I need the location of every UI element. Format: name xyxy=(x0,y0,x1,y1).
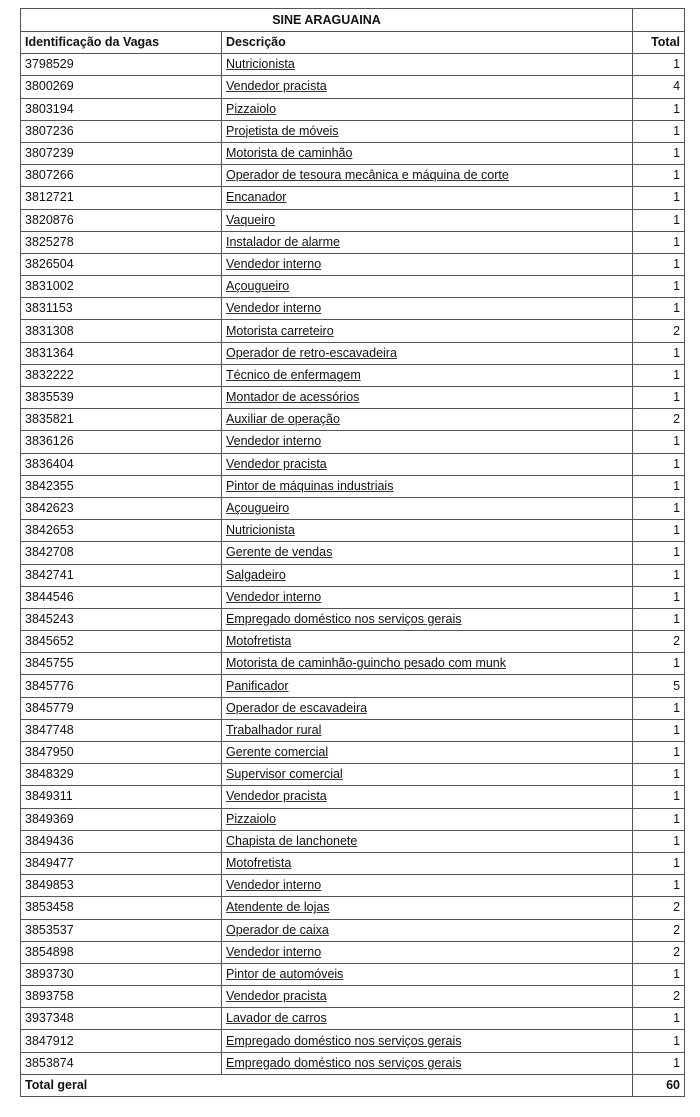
table-row xyxy=(21,520,685,542)
cell-id: 3893730 xyxy=(21,963,222,985)
cell-total: 1 xyxy=(633,808,685,830)
table-row xyxy=(21,165,685,187)
cell-id: 3849853 xyxy=(21,875,222,897)
cell-id: 3847748 xyxy=(21,719,222,741)
table-row xyxy=(21,764,685,786)
cell-description: Vendedor interno xyxy=(222,875,633,897)
cell-description: Empregado doméstico nos serviços gerais xyxy=(222,1030,633,1052)
footer-total: 60 xyxy=(633,1074,685,1096)
table-row xyxy=(21,808,685,830)
table-row xyxy=(21,253,685,275)
cell-total: 2 xyxy=(633,941,685,963)
cell-total: 1 xyxy=(633,98,685,120)
cell-description: Gerente comercial xyxy=(222,742,633,764)
cell-id: 3845776 xyxy=(21,675,222,697)
cell-total: 1 xyxy=(633,653,685,675)
header-row xyxy=(21,32,685,54)
cell-description: Operador de retro-escavadeira xyxy=(222,342,633,364)
table-row xyxy=(21,564,685,586)
cell-description: Salgadeiro xyxy=(222,564,633,586)
cell-id: 3937348 xyxy=(21,1008,222,1030)
table-row xyxy=(21,919,685,941)
cell-total: 1 xyxy=(633,608,685,630)
table-row xyxy=(21,475,685,497)
cell-description: Empregado doméstico nos serviços gerais xyxy=(222,1052,633,1074)
cell-id: 3798529 xyxy=(21,54,222,76)
cell-description: Encanador xyxy=(222,187,633,209)
cell-id: 3807266 xyxy=(21,165,222,187)
cell-id: 3845243 xyxy=(21,608,222,630)
cell-id: 3853458 xyxy=(21,897,222,919)
cell-total: 1 xyxy=(633,54,685,76)
cell-total: 2 xyxy=(633,897,685,919)
cell-id: 3836126 xyxy=(21,431,222,453)
cell-id: 3842623 xyxy=(21,497,222,519)
cell-description: Vendedor pracista xyxy=(222,986,633,1008)
cell-total: 1 xyxy=(633,963,685,985)
cell-total: 5 xyxy=(633,675,685,697)
cell-total: 1 xyxy=(633,276,685,298)
cell-total: 1 xyxy=(633,209,685,231)
vacancies-document xyxy=(20,8,685,1097)
table-row xyxy=(21,941,685,963)
cell-description: Nutricionista xyxy=(222,520,633,542)
cell-description: Vendedor interno xyxy=(222,298,633,320)
cell-id: 3842708 xyxy=(21,542,222,564)
cell-description: Auxiliar de operação xyxy=(222,409,633,431)
cell-description: Nutricionista xyxy=(222,54,633,76)
cell-id: 3812721 xyxy=(21,187,222,209)
cell-description: Vendedor interno xyxy=(222,431,633,453)
cell-description: Supervisor comercial xyxy=(222,764,633,786)
table-row xyxy=(21,187,685,209)
cell-id: 3835821 xyxy=(21,409,222,431)
table-row xyxy=(21,120,685,142)
cell-id: 3825278 xyxy=(21,231,222,253)
cell-total: 1 xyxy=(633,475,685,497)
cell-total: 2 xyxy=(633,409,685,431)
cell-id: 3826504 xyxy=(21,253,222,275)
cell-id: 3831308 xyxy=(21,320,222,342)
cell-description: Pizzaiolo xyxy=(222,98,633,120)
table-row xyxy=(21,631,685,653)
footer-row xyxy=(21,1074,685,1096)
cell-description: Motorista carreteiro xyxy=(222,320,633,342)
cell-total: 1 xyxy=(633,120,685,142)
table-row xyxy=(21,1052,685,1074)
cell-description: Motorista de caminhão-guincho pesado com munk xyxy=(222,653,633,675)
cell-total: 1 xyxy=(633,542,685,564)
table-row xyxy=(21,431,685,453)
cell-description: Operador de tesoura mecânica e máquina de corte xyxy=(222,165,633,187)
cell-id: 3847950 xyxy=(21,742,222,764)
cell-description: Montador de acessórios xyxy=(222,387,633,409)
table-row xyxy=(21,1008,685,1030)
cell-total: 1 xyxy=(633,697,685,719)
cell-total: 2 xyxy=(633,631,685,653)
cell-description: Operador de caixa xyxy=(222,919,633,941)
cell-id: 3853874 xyxy=(21,1052,222,1074)
cell-description: Atendente de lojas xyxy=(222,897,633,919)
header-description: Descrição xyxy=(222,32,633,54)
table-row xyxy=(21,786,685,808)
table-row xyxy=(21,142,685,164)
cell-total: 1 xyxy=(633,231,685,253)
cell-total: 2 xyxy=(633,320,685,342)
cell-id: 3845755 xyxy=(21,653,222,675)
table-row xyxy=(21,742,685,764)
table-row xyxy=(21,830,685,852)
table-row xyxy=(21,875,685,897)
cell-id: 3842653 xyxy=(21,520,222,542)
header-id: Identificação da Vagas xyxy=(21,32,222,54)
cell-total: 1 xyxy=(633,497,685,519)
cell-total: 1 xyxy=(633,520,685,542)
table-row xyxy=(21,697,685,719)
table-row xyxy=(21,320,685,342)
table-title: SINE ARAGUAINA xyxy=(21,9,633,32)
cell-id: 3820876 xyxy=(21,209,222,231)
cell-description: Chapista de lanchonete xyxy=(222,830,633,852)
cell-description: Motorista de caminhão xyxy=(222,142,633,164)
table-row xyxy=(21,963,685,985)
cell-total: 1 xyxy=(633,830,685,852)
cell-id: 3831002 xyxy=(21,276,222,298)
table-row xyxy=(21,54,685,76)
cell-total: 1 xyxy=(633,852,685,874)
cell-id: 3807236 xyxy=(21,120,222,142)
cell-id: 3800269 xyxy=(21,76,222,98)
cell-total: 2 xyxy=(633,919,685,941)
header-total: Total xyxy=(633,32,685,54)
cell-description: Empregado doméstico nos serviços gerais xyxy=(222,608,633,630)
cell-id: 3831364 xyxy=(21,342,222,364)
cell-description: Vendedor pracista xyxy=(222,76,633,98)
cell-id: 3835539 xyxy=(21,387,222,409)
cell-total: 1 xyxy=(633,187,685,209)
cell-description: Pintor de máquinas industriais xyxy=(222,475,633,497)
cell-id: 3836404 xyxy=(21,453,222,475)
cell-id: 3845652 xyxy=(21,631,222,653)
table-row xyxy=(21,364,685,386)
cell-id: 3853537 xyxy=(21,919,222,941)
cell-total: 1 xyxy=(633,453,685,475)
cell-id: 3844546 xyxy=(21,586,222,608)
cell-id: 3849311 xyxy=(21,786,222,808)
cell-total: 4 xyxy=(633,76,685,98)
cell-description: Motofretista xyxy=(222,631,633,653)
cell-total: 1 xyxy=(633,742,685,764)
cell-description: Técnico de enfermagem xyxy=(222,364,633,386)
cell-description: Projetista de móveis xyxy=(222,120,633,142)
table-row xyxy=(21,231,685,253)
cell-total: 1 xyxy=(633,719,685,741)
table-row xyxy=(21,608,685,630)
cell-id: 3845779 xyxy=(21,697,222,719)
cell-description: Lavador de carros xyxy=(222,1008,633,1030)
cell-total: 1 xyxy=(633,342,685,364)
cell-total: 1 xyxy=(633,364,685,386)
table-row xyxy=(21,675,685,697)
title-row xyxy=(21,9,685,32)
cell-total: 1 xyxy=(633,142,685,164)
table-row xyxy=(21,98,685,120)
cell-description: Pintor de automóveis xyxy=(222,963,633,985)
cell-description: Operador de escavadeira xyxy=(222,697,633,719)
cell-id: 3849436 xyxy=(21,830,222,852)
cell-id: 3854898 xyxy=(21,941,222,963)
table-row xyxy=(21,497,685,519)
cell-description: Trabalhador rural xyxy=(222,719,633,741)
table-row xyxy=(21,453,685,475)
table-row xyxy=(21,1030,685,1052)
table-row xyxy=(21,298,685,320)
cell-total: 1 xyxy=(633,1030,685,1052)
title-blank-cell xyxy=(633,9,685,32)
cell-id: 3807239 xyxy=(21,142,222,164)
footer-label: Total geral xyxy=(21,1074,633,1096)
cell-description: Instalador de alarme xyxy=(222,231,633,253)
cell-total: 1 xyxy=(633,165,685,187)
cell-total: 1 xyxy=(633,875,685,897)
cell-total: 1 xyxy=(633,764,685,786)
cell-id: 3842355 xyxy=(21,475,222,497)
cell-id: 3847912 xyxy=(21,1030,222,1052)
table-row xyxy=(21,542,685,564)
table-row xyxy=(21,276,685,298)
cell-total: 1 xyxy=(633,298,685,320)
cell-description: Vaqueiro xyxy=(222,209,633,231)
table-row xyxy=(21,719,685,741)
table-body xyxy=(21,54,685,1075)
table-row xyxy=(21,586,685,608)
cell-id: 3842741 xyxy=(21,564,222,586)
cell-description: Vendedor interno xyxy=(222,941,633,963)
cell-id: 3803194 xyxy=(21,98,222,120)
cell-description: Vendedor interno xyxy=(222,253,633,275)
cell-total: 1 xyxy=(633,387,685,409)
table-row xyxy=(21,409,685,431)
table-row xyxy=(21,986,685,1008)
table-row xyxy=(21,342,685,364)
table-row xyxy=(21,387,685,409)
cell-description: Vendedor pracista xyxy=(222,786,633,808)
cell-id: 3893758 xyxy=(21,986,222,1008)
cell-total: 1 xyxy=(633,431,685,453)
cell-description: Gerente de vendas xyxy=(222,542,633,564)
cell-description: Vendedor interno xyxy=(222,586,633,608)
cell-description: Panificador xyxy=(222,675,633,697)
cell-description: Vendedor pracista xyxy=(222,453,633,475)
cell-total: 1 xyxy=(633,786,685,808)
table-row xyxy=(21,852,685,874)
cell-total: 1 xyxy=(633,586,685,608)
table-row xyxy=(21,653,685,675)
cell-id: 3848329 xyxy=(21,764,222,786)
cell-id: 3849477 xyxy=(21,852,222,874)
table-row xyxy=(21,897,685,919)
cell-total: 1 xyxy=(633,1008,685,1030)
cell-total: 1 xyxy=(633,564,685,586)
cell-id: 3831153 xyxy=(21,298,222,320)
cell-total: 1 xyxy=(633,253,685,275)
vacancies-table xyxy=(20,8,685,1097)
cell-total: 1 xyxy=(633,1052,685,1074)
cell-id: 3832222 xyxy=(21,364,222,386)
cell-description: Motofretista xyxy=(222,852,633,874)
cell-id: 3849369 xyxy=(21,808,222,830)
cell-description: Pizzaiolo xyxy=(222,808,633,830)
cell-total: 2 xyxy=(633,986,685,1008)
cell-description: Açougueiro xyxy=(222,276,633,298)
table-row xyxy=(21,209,685,231)
table-row xyxy=(21,76,685,98)
cell-description: Açougueiro xyxy=(222,497,633,519)
